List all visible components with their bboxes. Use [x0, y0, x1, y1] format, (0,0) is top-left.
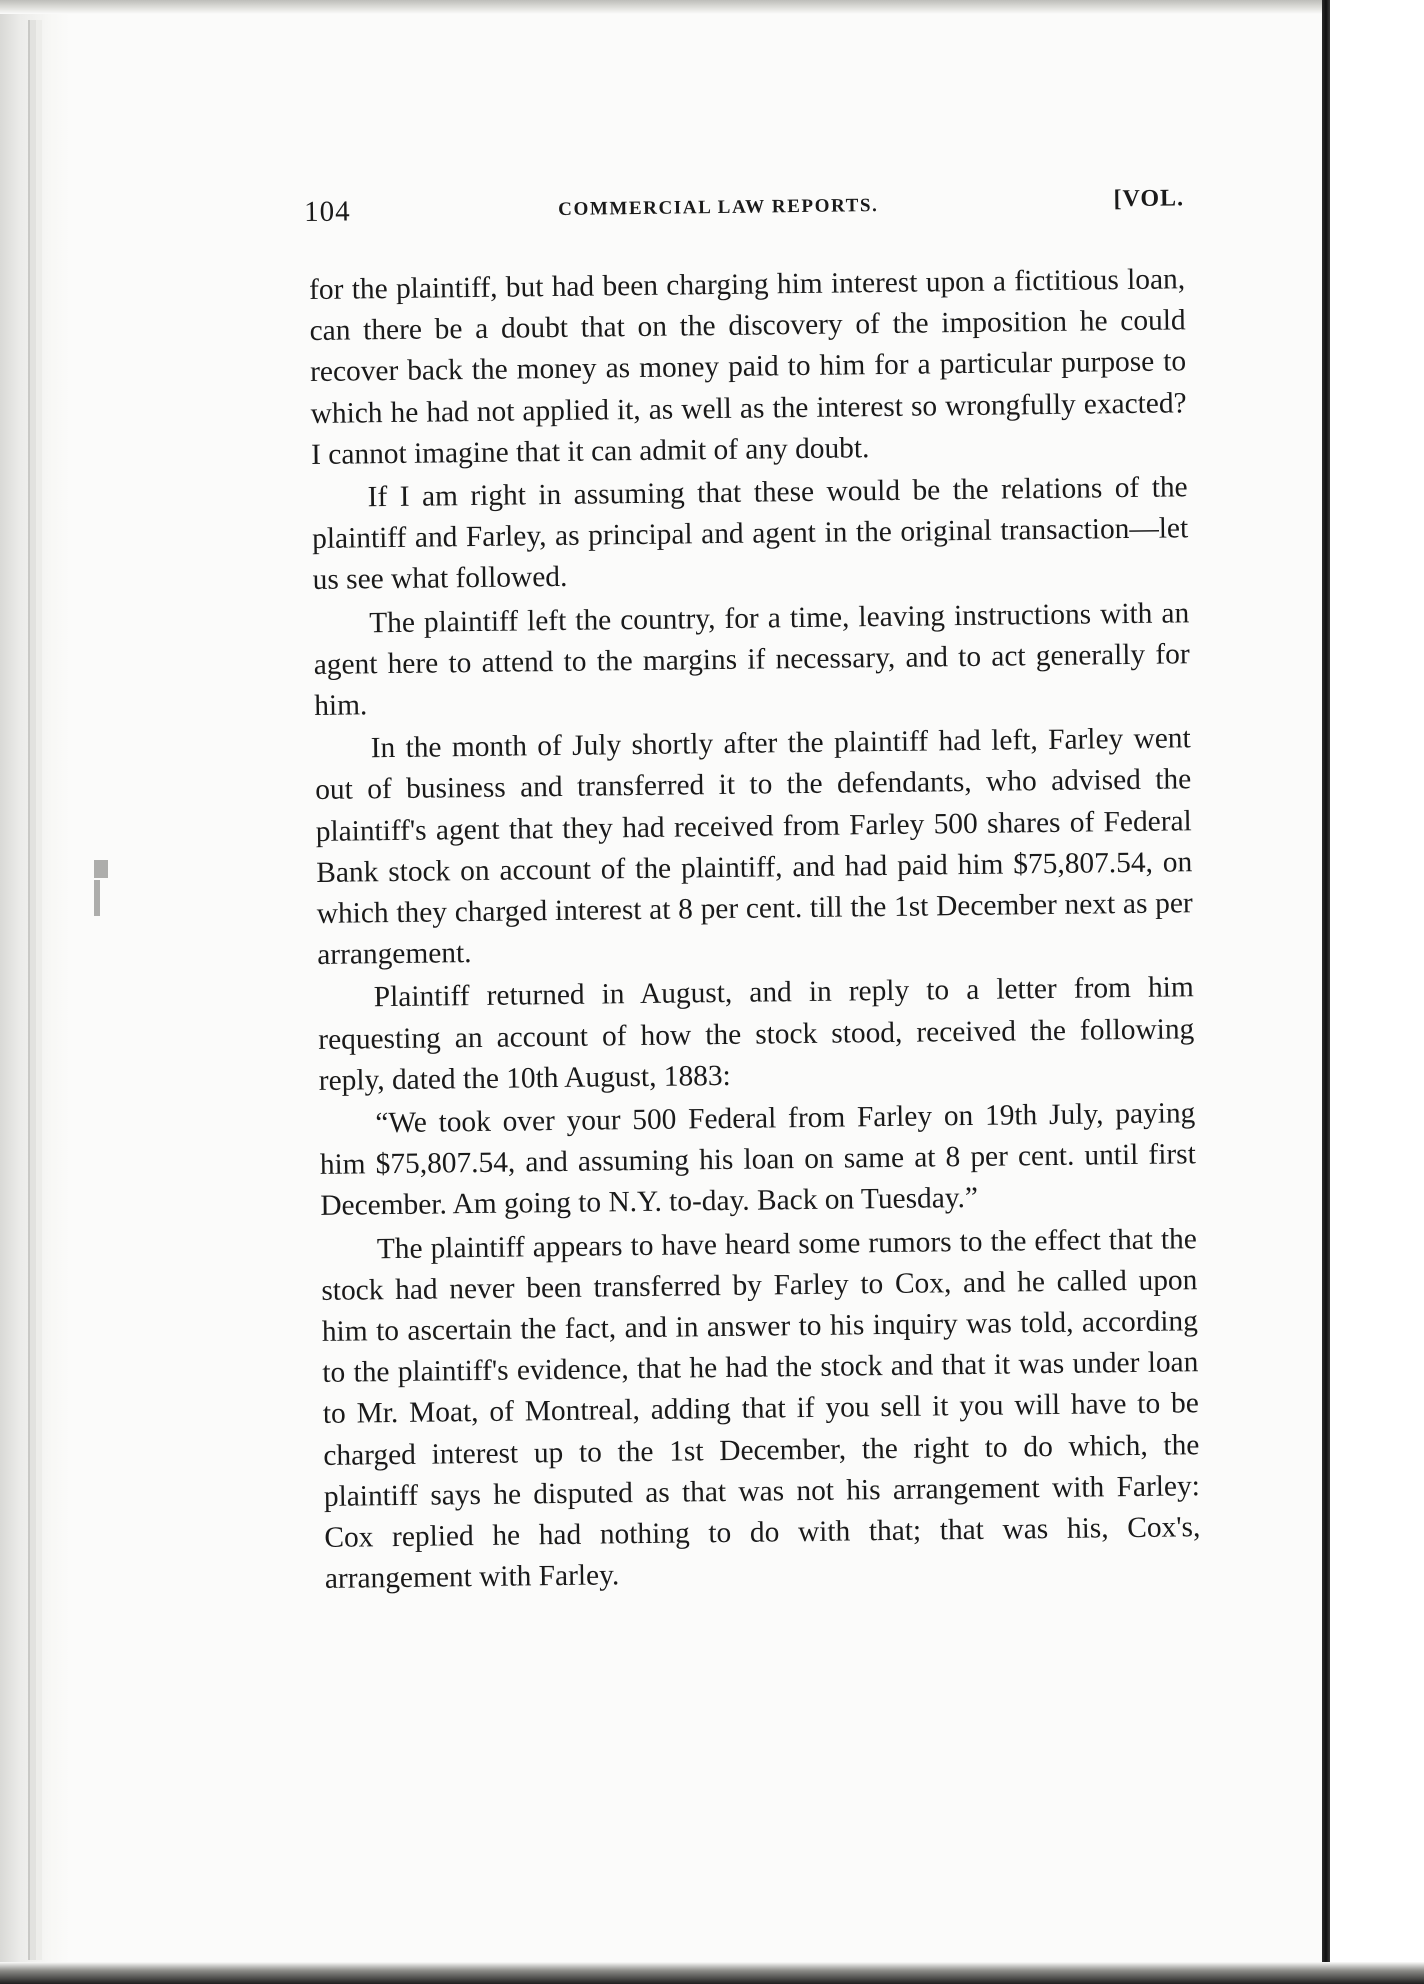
paragraph: Plaintiff returned in August, and in reply to a letter from him requesting an account of how the stock stood, received the following reply, dated the 10th August, 1883: [318, 971, 1195, 1097]
margin-speck [94, 880, 100, 916]
page-stack-edges [28, 20, 70, 1960]
right-margin [1322, 0, 1424, 1984]
book-spine-edge [1322, 0, 1330, 1984]
paragraph-continuation: for the plaintiff, but had been charging him interest upon a fictitious loan, can there be a doubt that on the discovery of the imposition he could recover back the money as money paid to him for a particular purpose to which he had not applied it, as well as the interest so wrongfully exacted? I cannot imagine that it can admit of any doubt. [308, 263, 1187, 471]
running-head-title: COMMERCIAL LAW REPORTS. [558, 195, 879, 220]
paragraph: The plaintiff left the country, for a time, leaving instructions with an agent here to attend to the margins if necessary, and to act generally for him. [313, 596, 1190, 722]
bottom-page-edge [0, 1962, 1424, 1984]
volume-label: [VOL. [1113, 185, 1185, 213]
paragraph: The plaintiff appears to have heard some rumors to the effect that the stock had never been transferred by Farley to Cox, and he called upon him to ascertain the fact, and in answer to his inquiry was told, according to the plaintiff's evidence, that he had the stock and that it was under loan to Mr. Moat, of Montreal, adding that if you sell it you will have to be charged interest up to the 1st December, the right to do which, the plaintiff says he disputed as that was not his arrangement with Farley: Cox replied he had nothing to do with that; that was his, Cox's, arrangement with Farley. [321, 1222, 1201, 1596]
paragraph: If I am right in assuming that these would be the relations of the plaintiff and Farley, as principal and agent in the original transaction—let us see what followed. [311, 471, 1189, 597]
running-head [304, 185, 1185, 246]
margin-speck [94, 860, 108, 878]
page-number: 104 [304, 195, 351, 229]
quoted-letter: “We took over your 500 Federal from Farley on 19th July, paying him $75,807.54, and assuming his loan on same at 8 per cent. until first December. Am going to N.Y. to-day. Back on Tuesday.” [319, 1097, 1196, 1223]
page-text-block [304, 185, 1201, 1602]
top-page-edge [0, 0, 1424, 14]
paragraph: In the month of July shortly after the plaintiff had left, Farley went out of business and transferred it to the defendants, who advised the plaintiff's agent that they had received from Farley 500 shares of Federal Bank stock on account of the plaintiff, and had paid him $75,807.54, on which they charged interest at 8 per cent. till the 1st December next as per arrangement. [315, 722, 1193, 972]
